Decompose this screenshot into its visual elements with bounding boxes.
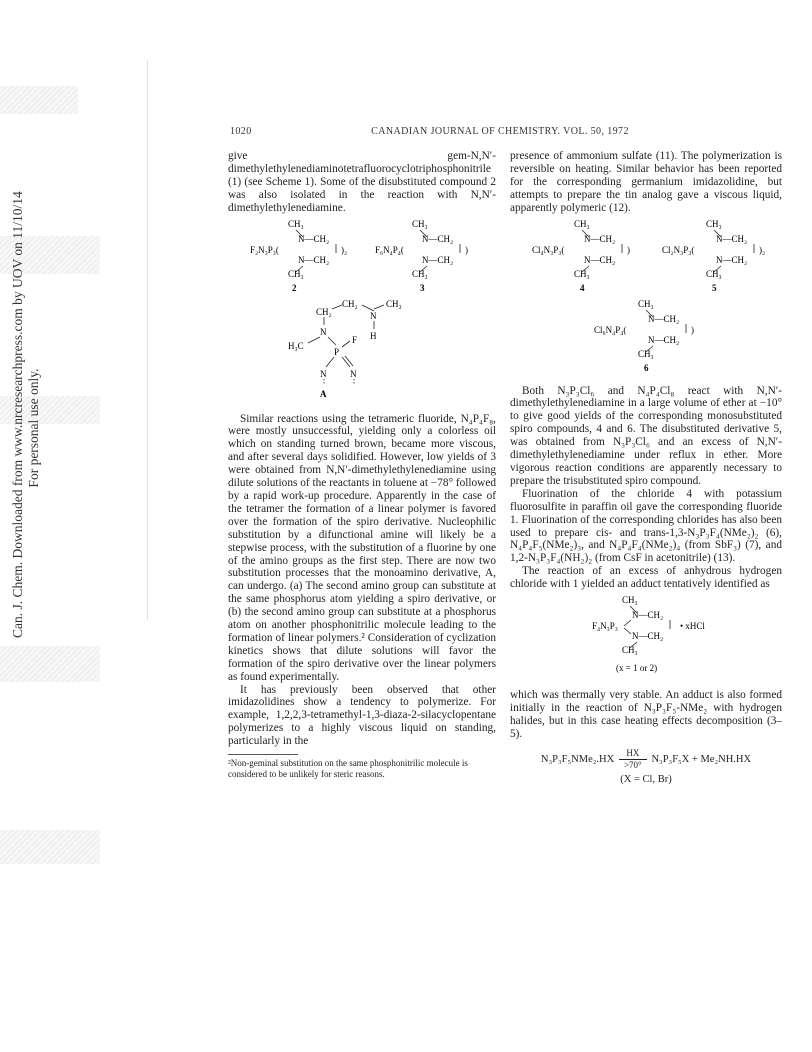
struct3-paren: ) xyxy=(465,244,468,255)
journal-title: CANADIAN JOURNAL OF CHEMISTRY. VOL. 50, 1972 xyxy=(371,126,629,137)
struct3-nch2-top: N—CH₂ xyxy=(422,233,454,244)
struct2-nch2-bottom: N—CH₂ xyxy=(298,254,330,265)
structures-2-3 xyxy=(228,215,496,295)
structure-6 xyxy=(510,295,782,375)
gutter-line xyxy=(147,60,148,620)
struct6-number: 6 xyxy=(644,362,649,373)
structA-n-bottom-right: N xyxy=(350,368,357,379)
struct5-ring: Cl₂N₃P₃( xyxy=(662,244,695,255)
right-column xyxy=(510,150,782,787)
struct5-nch2-bottom: N—CH₂ xyxy=(716,254,748,265)
struct2-sub: )₂ xyxy=(341,244,348,255)
equation-arrow-bottom: >70° xyxy=(623,759,642,770)
footnote-rule xyxy=(228,754,298,755)
struct5-nch2-top: N—CH₂ xyxy=(716,233,748,244)
struct4-nch2-top: N—CH₂ xyxy=(584,233,616,244)
structA-ch3-right: CH₃ xyxy=(386,298,402,309)
footnote: ²Non-geminal substitution on the same phosphonitrilic molecule is considered to be unlikely for steric reasons. xyxy=(228,758,468,779)
left-paragraph-2: Similar reactions using the tetrameric fluoride, N₄P₄F₈, were mostly unsuccessful, yielding only a colorless oil which on standing turned brown, became more viscous, and after several days solidified. However, low yields of 3 were obtained from N,N′-dimethylethylenediamine using dilute solutions of the reactants in toluene at −78° followed by a rapid work-up procedure. Apparently in the case of the tetramer the formation of a linear polymer is favored over the formation of the spiro derivative. Nucleophilic substitution by a difunctional amine will likely be a stepwise process, with the substitution of a fluorine by one of the amino groups as the first step. There are now two substitution processes that the monoamino derivative, A, can undergo. (a) The second amino group can substitute at the same phosphorus atom yielding a spiro derivative, or (b) the second amino group can substitute at a phosphorus atom on another phosphonitrilic molecule leading to the formation of linear polymers.² Consideration of cyclization kinetics shows that dilute solutions will favor the formation of the spiro derivative over the linear polymers as found experimentally. xyxy=(228,412,496,683)
struct5-ch3-bottom: CH₃ xyxy=(706,268,722,279)
right-paragraph-4: The reaction of an excess of anhydrous hydrogen chloride with 1 yielded an adduct tentatively identified as xyxy=(510,565,782,591)
structure-2 xyxy=(250,219,347,293)
struct5-ch3-top: CH₃ xyxy=(706,218,722,229)
struct3-ring: F₆N₄P₄( xyxy=(375,244,404,255)
structure-4 xyxy=(532,219,630,293)
page-number: 1020 xyxy=(230,126,252,137)
scan-noise-lower xyxy=(0,646,100,682)
structA-ch2-top: CH₂ xyxy=(342,298,358,309)
watermark-line-1: Can. J. Chem. Downloaded from www.nrcresearchpress.com by UOV on 11/10/14 xyxy=(10,191,25,638)
structA-n-left: N xyxy=(320,326,327,337)
struct3-number: 3 xyxy=(420,282,425,293)
struct4-number: 4 xyxy=(580,282,585,293)
struct5-sub: )₂ xyxy=(759,244,766,255)
equation-note: (X = Cl, Br) xyxy=(620,773,672,785)
left-column xyxy=(228,150,496,779)
watermark-line-2: For personal use only. xyxy=(26,368,41,488)
structA-ch2-left: CH₂ xyxy=(316,306,332,317)
struct2-nch2-top: N—CH₂ xyxy=(298,233,330,244)
structA-f: F xyxy=(352,334,358,345)
left-paragraph-1: give gem-N,N′-dimethylethylenediaminotetrafluorocyclotriphosphonitrile (1) (see Scheme 1). Some of the disubstituted compound 2 was also isolated in the reaction with N,N′-dimethylethylenediamine. xyxy=(228,150,496,214)
struct4-ch3-bottom: CH₃ xyxy=(574,268,590,279)
adduct-nch2-bottom: N—CH₂ xyxy=(632,631,664,642)
equation-arrow xyxy=(619,749,647,770)
structA-p: P xyxy=(334,346,340,357)
adduct-ring: F₄N₃P₃ xyxy=(592,621,618,632)
struct6-nch2-top: N—CH₂ xyxy=(648,313,680,324)
left-paragraph-3: It has previously been observed that other imidazolidines show a tendency to polymerize. For example, 1,2,2,3-tetramethyl-1,3-diaza-2-silacyclopentane polymerizes to a highly viscous liquid on standing, particularly in the xyxy=(228,683,496,748)
right-paragraph-1: presence of ammonium sulfate (11). The polymerization is reversible on heating. Similar behavior has been reported for the corresponding germanium imidazolidine, but attempts to prepare the tin analog gave a viscous liquid, apparently polymeric (12). xyxy=(510,150,782,214)
struct6-paren: ) xyxy=(691,324,694,335)
equation-products: N₃P₃F₅X + Me₂NH.HX xyxy=(651,753,752,765)
struct4-ring: Cl₄N₃P₃( xyxy=(532,244,565,255)
struct2-ch3-bottom: CH₃ xyxy=(288,268,304,279)
equation-reactant: N₃P₃F₅NMe₂.HX xyxy=(540,753,615,765)
struct3-ch3-bottom: CH₃ xyxy=(412,268,428,279)
struct6-ch3-top: CH₃ xyxy=(638,298,654,309)
adduct-nch2-top: N—CH₂ xyxy=(632,610,664,621)
structA-label: A xyxy=(320,388,327,399)
struct5-number: 5 xyxy=(712,282,717,293)
structA-n-bottom-left: N xyxy=(320,368,327,379)
adduct-ch3-top: CH₃ xyxy=(622,595,638,606)
struct4-ch3-top: CH₃ xyxy=(574,218,590,229)
reaction-equation xyxy=(510,749,782,770)
right-paragraph-2: Both N₃P₃Cl₆ and N₄P₄Cl₈ react with N,N′-dimethylethylenediamine in a large volume of ether at −10° to give good yields of the corresponding monosubstituted spiro compounds, 4 and 6. The disubstituted derivative 5, was obtained from N₃P₃Cl₆ and an excess of N,N′-dimethylethylenediamine under reflux in ether. More vigorous reaction conditions are apparently necessary to prepare the trisubstituted spiro compound. xyxy=(510,384,782,487)
adduct-xhcl: • xHCl xyxy=(680,621,705,632)
struct2-number: 2 xyxy=(292,282,297,293)
equation-arrow-top: HX xyxy=(626,747,640,758)
scan-noise-bottom xyxy=(0,830,100,864)
struct3-nch2-bottom: N—CH₂ xyxy=(422,254,454,265)
struct4-nch2-bottom: N—CH₂ xyxy=(584,254,616,265)
struct2-ch3-top: CH₃ xyxy=(288,218,304,229)
struct4-paren: ) xyxy=(627,244,630,255)
structure-3 xyxy=(375,219,468,293)
struct6-ch3-bottom: CH₃ xyxy=(638,348,654,359)
download-watermark xyxy=(10,191,42,638)
struct6-ring: Cl₆N₄P₄( xyxy=(594,324,627,335)
struct6-nch2-bottom: N—CH₂ xyxy=(648,334,680,345)
scan-noise-top xyxy=(0,86,78,114)
structure-5 xyxy=(662,219,765,293)
adduct-ch3-bottom: CH₃ xyxy=(622,645,638,656)
struct2-ring: F₂N₃P₃( xyxy=(250,244,279,255)
struct3-ch3-top: CH₃ xyxy=(412,218,428,229)
structA-h3c: H₃C xyxy=(288,340,304,351)
structA-n-right: N xyxy=(370,310,377,321)
structA-h: H xyxy=(370,330,377,341)
structures-4-5 xyxy=(510,215,782,295)
adduct-x-note: (x = 1 or 2) xyxy=(616,663,658,674)
right-paragraph-5: which was thermally very stable. An adduct is also formed initially in the reaction of N₃P₃F₅-NMe₂ with hydrogen halides, but in this case heating effects decomposition (3–5). xyxy=(510,689,782,740)
structure-adduct xyxy=(510,591,782,683)
right-paragraph-3: Fluorination of the chloride 4 with potassium fluorosulfite in paraffin oil gave the corresponding fluoride 1. Fluorination of the corresponding chlorides has also been used to prepare cis- and trans-1,3-N₃P₃F₄(NMe₂)₂ (6), N₄P₄F₅(NMe₂)₃, and N₄P₄F₄(NMe₂)₄ (from SbF₃) (7), and 1,2-N₃P₃F₄(NH₂)₂ (from CsF in acetonitrile) (13). xyxy=(510,487,782,565)
structure-A xyxy=(228,295,496,399)
